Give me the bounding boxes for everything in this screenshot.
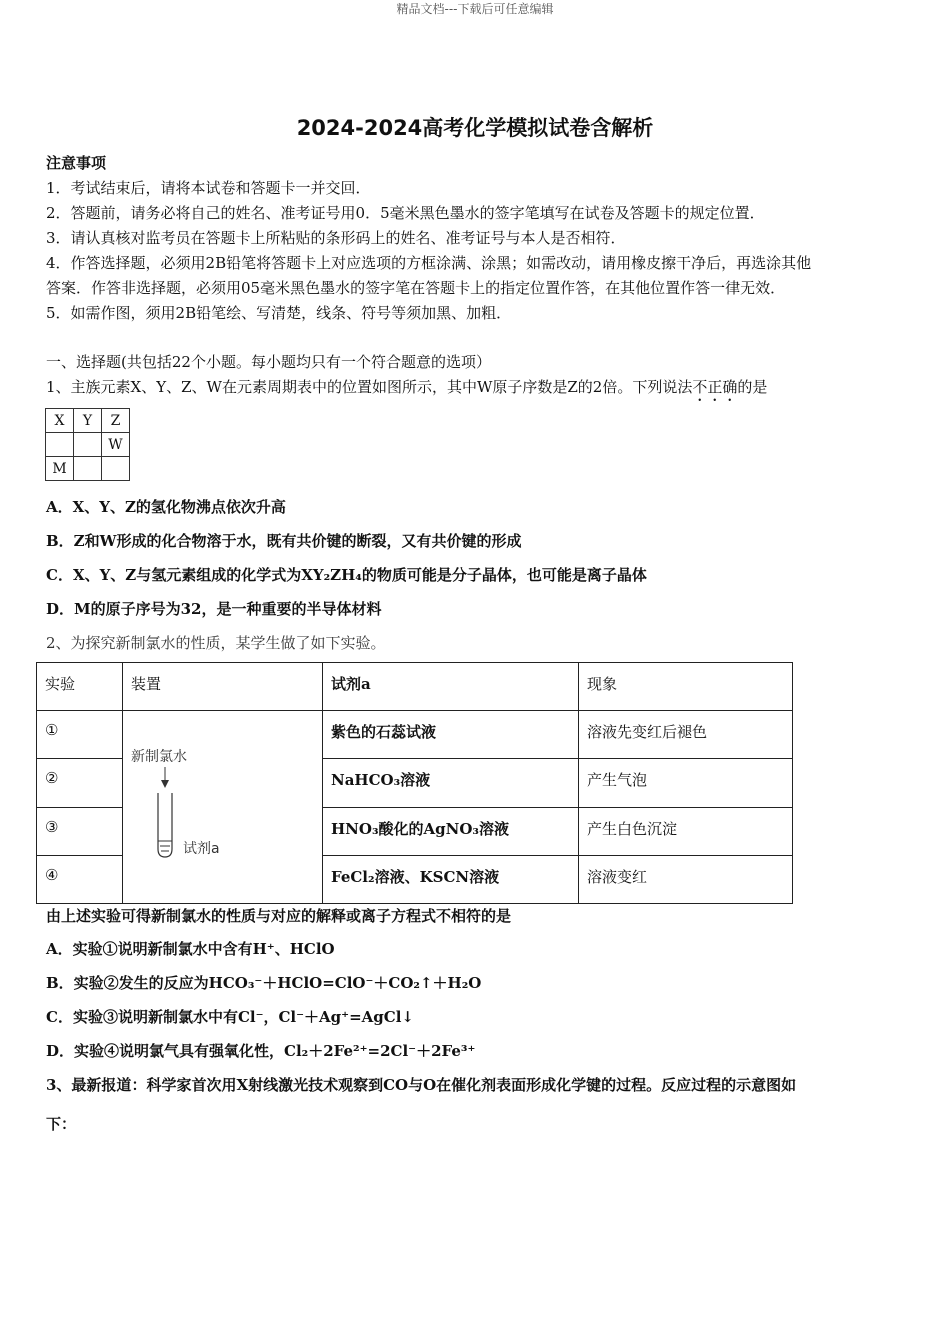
apparatus-label-side: 试剂a: [183, 841, 220, 857]
reagent: FeCl₂溶液、KSCN溶液: [323, 855, 579, 903]
notice-item: 答案．作答非选择题，必须用05毫米黑色墨水的签字笔在答题卡上的指定位置作答，在其他位置作答一律无效．: [46, 279, 786, 297]
grid-cell: [46, 433, 74, 457]
q2-question: 由上述实验可得新制氯水的性质与对应的解释或离子方程式不相符的是: [46, 907, 512, 925]
experiment-table: [36, 662, 793, 904]
exp-number: ①: [37, 711, 123, 759]
apparatus-label-top: 新制氯水: [131, 749, 187, 765]
table-header: 装置: [123, 663, 323, 711]
notice-item: 3．请认真核对监考员在答题卡上所粘贴的条形码上的姓名、准考证号与本人是否相符．: [46, 229, 626, 247]
q3-stem: 3、最新报道：科学家首次用X射线激光技术观察到CO与O在催化剂表面形成化学键的过程。反应过程的示意图如: [46, 1076, 797, 1094]
table-header: 实验: [37, 663, 123, 711]
q3-stem-cont: 下：: [46, 1115, 77, 1133]
exp-number: ③: [37, 807, 123, 855]
test-tube-icon: [158, 793, 172, 857]
q1-option-d: D．M的原子序号为32，是一种重要的半导体材料: [46, 600, 382, 618]
q1-option-c: C．X、Y、Z与氢元素组成的化学式为XY₂ZH₄的物质可能是分子晶体，也可能是离子晶体: [46, 566, 647, 584]
grid-cell: Y: [74, 409, 102, 433]
grid-cell: M: [46, 457, 74, 481]
exp-number: ②: [37, 759, 123, 807]
grid-cell: [74, 457, 102, 481]
q1-stem: 1、主族元素X、Y、Z、W在元素周期表中的位置如图所示，其中W原子序数是Z的2倍。下列说法不正确的是: [46, 378, 768, 396]
q2-option-d: D．实验④说明氯气具有强氧化性，Cl₂＋2Fe²⁺=2Cl⁻＋2Fe³⁺: [46, 1042, 476, 1060]
q2-option-a: A．实验①说明新制氯水中含有H⁺、HClO: [46, 940, 335, 958]
q2-option-c: C．实验③说明新制氯水中有Cl⁻，Cl⁻＋Ag⁺=AgCl↓: [46, 1008, 414, 1026]
q1-emphasis: 不正确: [692, 378, 738, 396]
result: 产生气泡: [579, 759, 793, 807]
result: 溶液变红: [579, 855, 793, 903]
table-header: 现象: [579, 663, 793, 711]
notice-item: 1．考试结束后，请将本试卷和答题卡一并交回．: [46, 179, 371, 197]
grid-cell: W: [102, 433, 130, 457]
test-tube-diagram: [123, 711, 321, 899]
q2-stem: 2、为探究新制氯水的性质，某学生做了如下实验。: [46, 634, 386, 652]
page-header: 精品文档---下载后可任意编辑: [396, 2, 554, 16]
apparatus-cell: [123, 711, 323, 904]
reagent: 紫色的石蕊试液: [323, 711, 579, 759]
q1-option-b: B．Z和W形成的化合物溶于水，既有共价键的断裂，又有共价键的形成: [46, 532, 522, 550]
q1-option-a: A．X、Y、Z的氢化物沸点依次升高: [46, 498, 286, 516]
notice-item: 4．作答选择题，必须用2B铅笔将答题卡上对应选项的方框涂满、涂黑；如需改动，请用橡皮擦干净后，再选涂其他: [46, 254, 812, 272]
notice-item: 5．如需作图，须用2B铅笔绘、写清楚，线条、符号等须加黑、加粗．: [46, 304, 512, 322]
result: 产生白色沉淀: [579, 807, 793, 855]
grid-cell: Z: [102, 409, 130, 433]
q2-option-b: B．实验②发生的反应为HCO₃⁻＋HClO=ClO⁻＋CO₂↑＋H₂O: [46, 974, 482, 992]
table-header: 试剂a: [323, 663, 579, 711]
grid-cell: X: [46, 409, 74, 433]
exp-number: ④: [37, 855, 123, 903]
grid-cell: [74, 433, 102, 457]
reagent: NaHCO₃溶液: [323, 759, 579, 807]
notice-item: 2．答题前，请务必将自己的姓名、准考证号用0．5毫米黑色墨水的签字笔填写在试卷及答题卡的规定位置．: [46, 204, 765, 222]
notice-heading: 注意事项: [46, 154, 107, 172]
grid-cell: [102, 457, 130, 481]
table-row: [37, 711, 793, 759]
page-title: 2024-2024高考化学模拟试卷含解析: [296, 116, 654, 140]
section-heading: 一、选择题(共包括22个小题。每小题均只有一个符合题意的选项）: [46, 353, 491, 371]
reagent: HNO₃酸化的AgNO₃溶液: [323, 807, 579, 855]
result: 溶液先变红后褪色: [579, 711, 793, 759]
arrow-down-icon: [161, 780, 169, 788]
periodic-grid: [45, 408, 130, 481]
